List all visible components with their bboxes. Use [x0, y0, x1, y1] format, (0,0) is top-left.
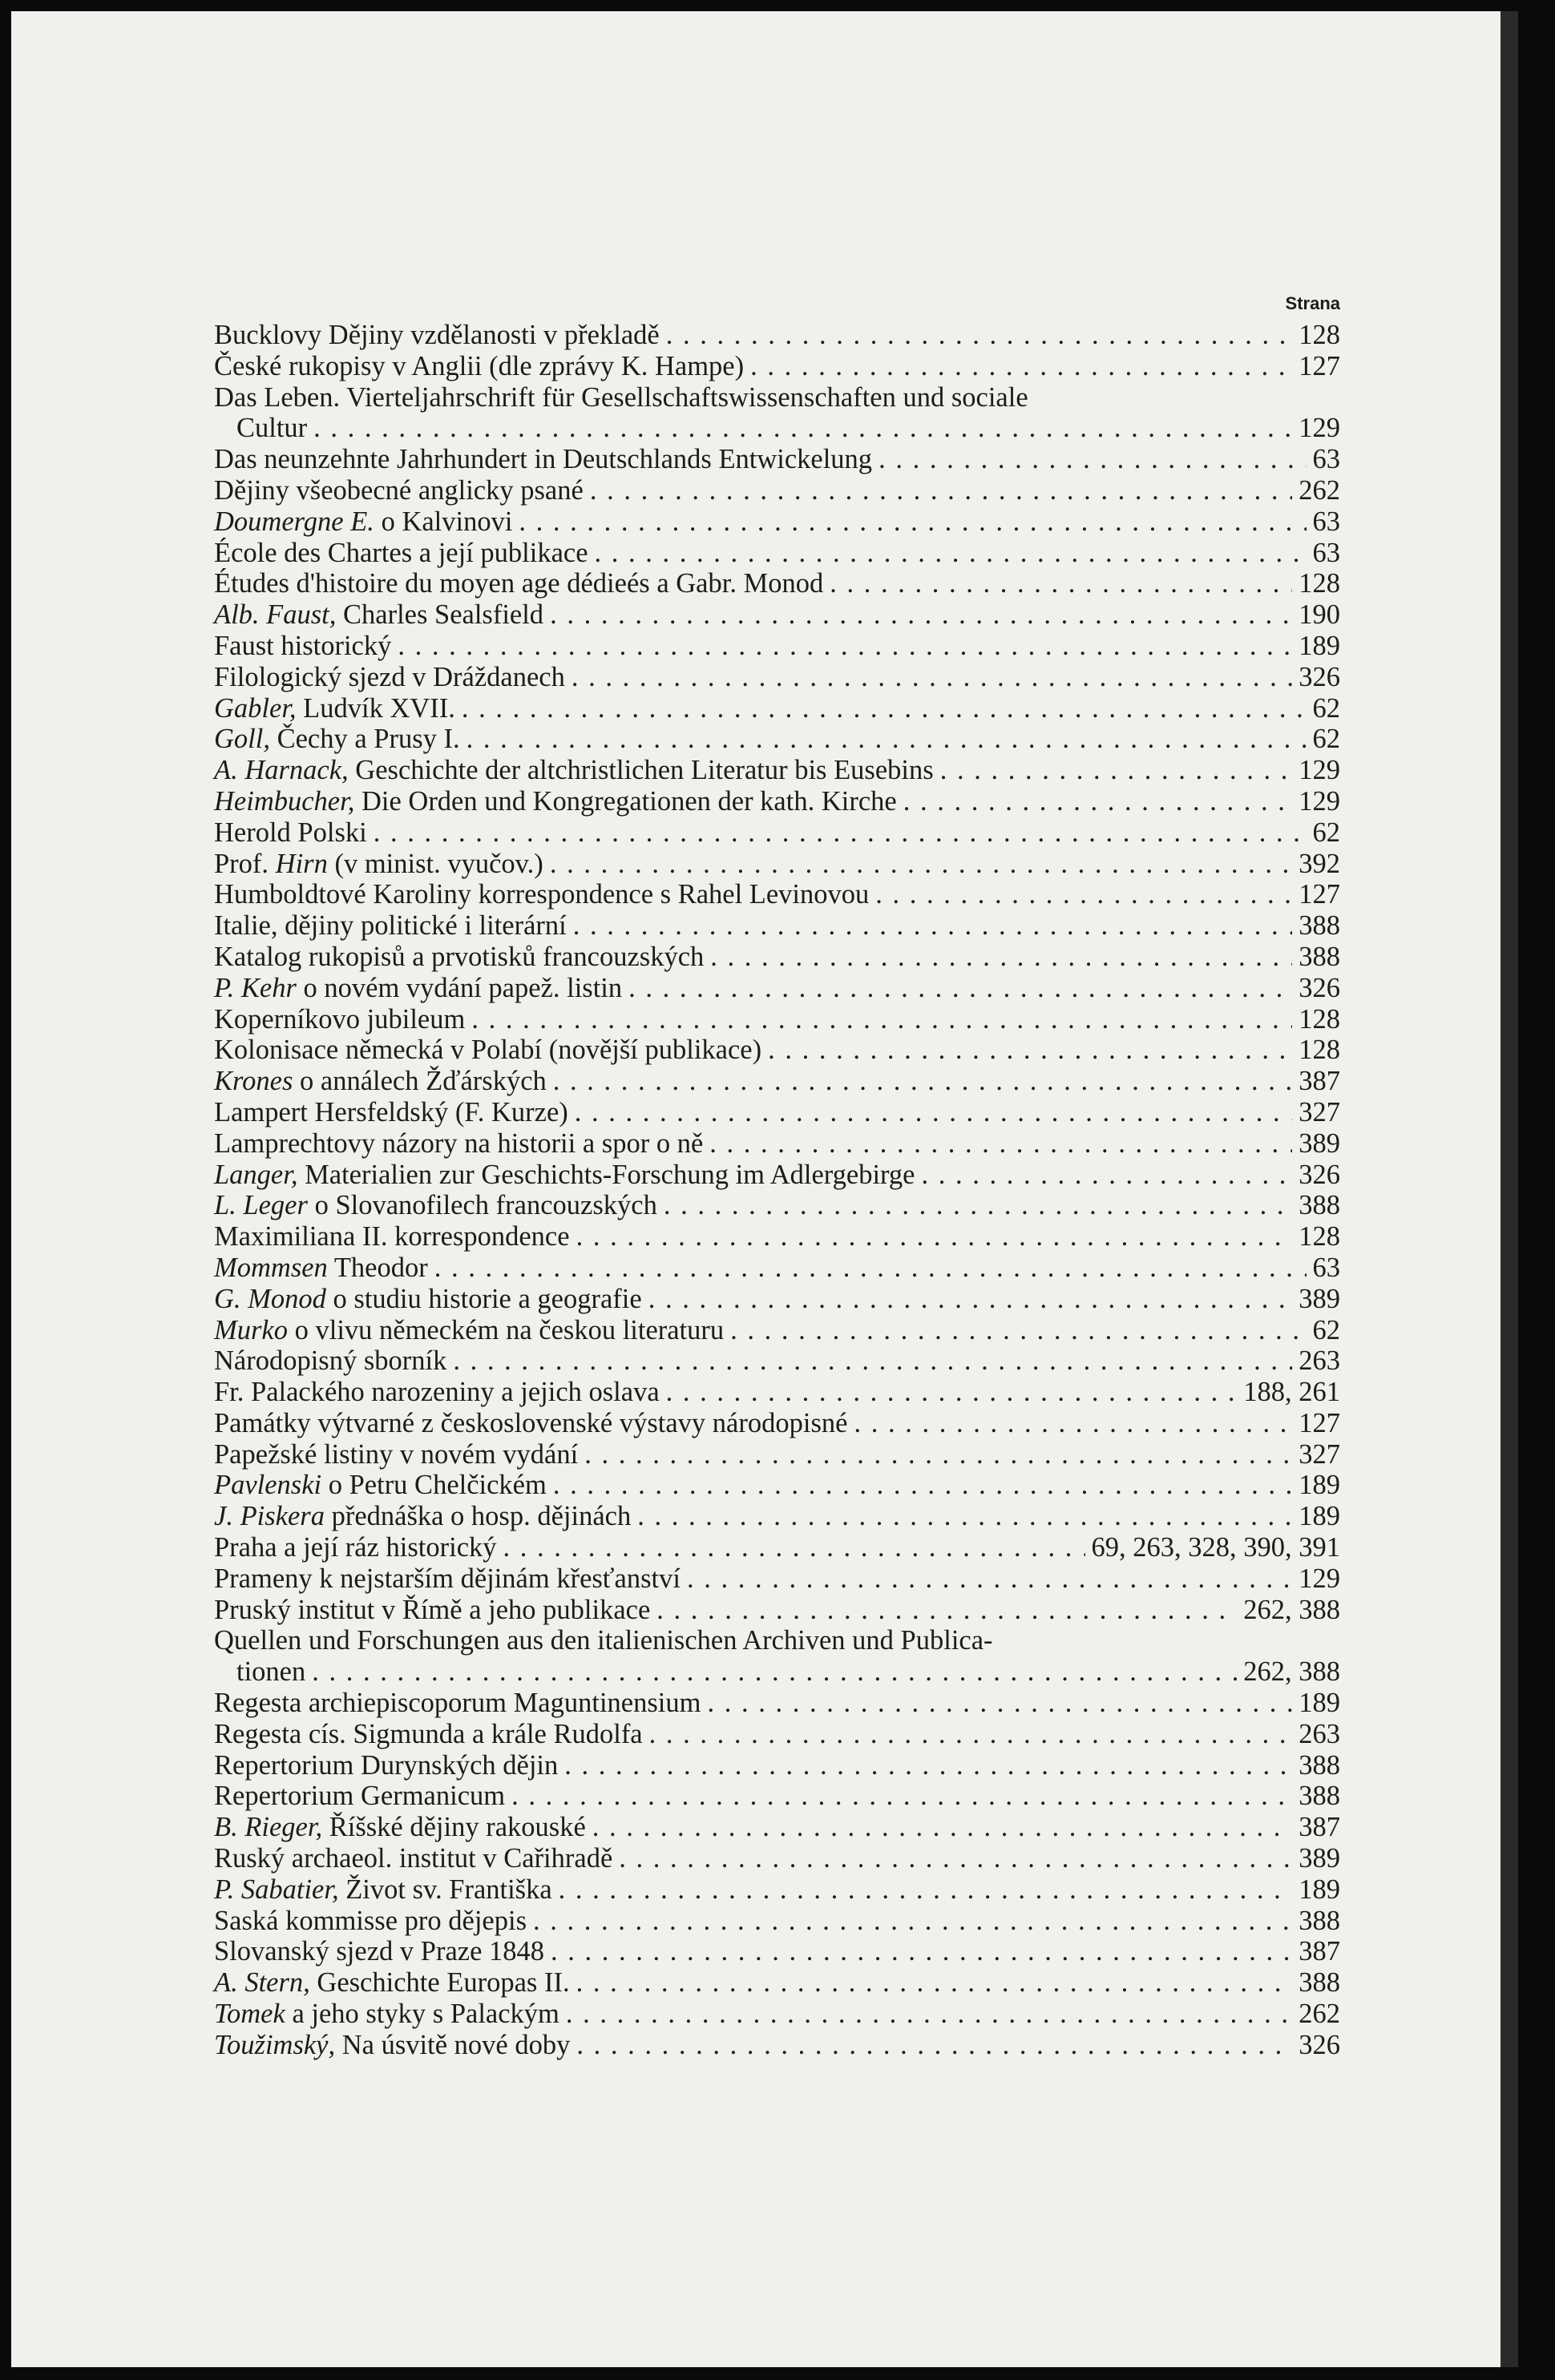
index-entry	[214, 1563, 1340, 1595]
dot-leader	[551, 1936, 1292, 1967]
entry-page: 62	[1312, 817, 1340, 848]
entry-title: Humboldtové Karoliny korrespondence s Rahel Levinovou	[214, 879, 870, 910]
index-entry	[214, 973, 1340, 1004]
entry-page: 326	[1299, 661, 1340, 692]
document-page	[11, 11, 1518, 2367]
dot-leader	[559, 1874, 1293, 1906]
index-entry	[214, 1906, 1340, 1937]
entry-title: Herold Polski	[214, 817, 367, 848]
entry-page: 262, 388	[1243, 1656, 1340, 1688]
entry-prefix: Prof.	[214, 848, 276, 879]
entry-author: B. Rieger,	[214, 1812, 323, 1843]
index-entry	[214, 1097, 1340, 1128]
dot-leader	[648, 1284, 1293, 1315]
index-entry	[214, 1999, 1340, 2030]
entry-page: 188, 261	[1243, 1377, 1340, 1408]
entry-page: 129	[1299, 755, 1340, 786]
index-entry	[214, 1688, 1340, 1719]
dot-leader	[590, 475, 1292, 506]
entry-page: 327	[1299, 1096, 1340, 1127]
entry-page: 128	[1299, 1035, 1340, 1066]
index-entry	[214, 475, 1340, 506]
dot-leader	[687, 1563, 1292, 1595]
entry-page: 127	[1299, 879, 1340, 910]
entry-page: 189	[1299, 630, 1340, 661]
index-entry	[214, 910, 1340, 942]
index-entry	[214, 755, 1340, 786]
entry-title: Das neunzehnte Jahrhundert in Deutschlands Entwickelung	[214, 444, 873, 475]
entry-page: 262, 388	[1243, 1594, 1340, 1625]
entry-text: Das Leben. Vierteljahrschrift für Gesellschaftswissenschaften und sociale	[214, 381, 1028, 413]
index-entry	[214, 1253, 1340, 1284]
index-entry	[214, 320, 1340, 351]
dot-leader	[576, 1221, 1293, 1253]
entry-title: o novém vydání papež. listin	[296, 972, 623, 1003]
entry-title: Prameny k nejstarším dějinám křesťanství	[214, 1563, 681, 1594]
entry-title: Slovanský sjezd v Praze 1848	[214, 1936, 545, 1967]
entry-page: 62	[1312, 1314, 1340, 1345]
index-entry	[214, 1439, 1340, 1470]
index-entry	[214, 1190, 1340, 1221]
entry-page: 63	[1312, 1252, 1340, 1283]
entry-author: A. Stern,	[214, 1967, 310, 1999]
entry-page: 388	[1299, 941, 1340, 972]
dot-leader	[768, 1035, 1292, 1066]
index-entry	[214, 599, 1340, 631]
index-entry	[214, 631, 1340, 662]
entry-title: o vlivu německém na českou literaturu	[287, 1314, 725, 1345]
index-entry	[214, 568, 1340, 599]
entry-title: Repertorium Durynských dějin	[214, 1749, 559, 1781]
entry-author: Hirn	[275, 848, 328, 879]
index-entry	[214, 1221, 1340, 1253]
entry-author: Murko	[214, 1314, 288, 1345]
entry-page: 262	[1299, 1999, 1340, 2030]
entry-author: Pavlenski	[214, 1470, 322, 1501]
dot-leader	[903, 786, 1293, 817]
entry-page: 189	[1299, 1688, 1340, 1719]
dot-leader	[471, 1004, 1292, 1035]
entry-title: přednáška o hosp. dějinách	[324, 1501, 632, 1532]
entry-page: 128	[1299, 568, 1340, 599]
entry-title: Národopisný sborník	[214, 1345, 447, 1377]
entry-title: Na úsvitě nové doby	[335, 2029, 571, 2060]
entry-author: Doumergne E.	[214, 506, 374, 537]
dot-leader	[550, 849, 1292, 880]
dot-leader	[730, 1315, 1306, 1346]
dot-leader	[553, 1470, 1292, 1501]
entry-author: G. Monod	[214, 1283, 326, 1314]
index-entry	[214, 662, 1340, 693]
entry-page: 389	[1299, 1843, 1340, 1874]
entry-page: 263	[1299, 1345, 1340, 1377]
entry-author: Krones	[214, 1066, 293, 1097]
entry-page: 127	[1299, 350, 1340, 381]
dot-leader	[519, 506, 1306, 538]
entry-title: Koperníkovo jubileum	[214, 1003, 466, 1035]
index-entry	[214, 1501, 1340, 1532]
entry-author: L. Leger	[214, 1190, 308, 1221]
dot-leader	[572, 662, 1292, 693]
entry-title: tionen	[236, 1656, 306, 1688]
entry-author: A. Harnack,	[214, 755, 349, 786]
dot-leader	[619, 1843, 1292, 1874]
dot-leader	[576, 2030, 1292, 2061]
index-entry	[214, 724, 1340, 755]
entry-page: 326	[1299, 972, 1340, 1003]
entry-title: o studiu historie a geografie	[325, 1283, 642, 1314]
dot-leader	[553, 1066, 1292, 1097]
index-entry	[214, 506, 1340, 538]
index-entry	[214, 693, 1340, 724]
index-entry	[214, 413, 1340, 444]
entry-page: 190	[1299, 599, 1340, 631]
entry-page: 327	[1299, 1438, 1340, 1470]
dot-leader	[434, 1253, 1307, 1284]
dot-leader	[710, 942, 1292, 973]
entry-page: 63	[1312, 537, 1340, 568]
entry-title: Regesta archiepiscoporum Maguntinensium	[214, 1688, 701, 1719]
entry-title: Geschichte Europas II.	[309, 1967, 570, 1999]
entry-author: P. Kehr	[214, 972, 297, 1003]
entry-title: Život sv. Františka	[338, 1874, 552, 1905]
dot-leader	[453, 1345, 1292, 1377]
dot-leader	[921, 1160, 1292, 1191]
dot-leader	[656, 1595, 1237, 1626]
entry-title: Památky výtvarné z československé výstavy národopisné	[214, 1407, 848, 1438]
entry-title: Dějiny všeobecné anglicky psané	[214, 474, 584, 506]
entry-page: 387	[1299, 1812, 1340, 1843]
entry-page: 388	[1299, 1967, 1340, 1999]
index-entry	[214, 1936, 1340, 1967]
entry-page: 388	[1299, 1905, 1340, 1936]
dot-leader	[595, 538, 1307, 569]
dot-leader	[666, 320, 1293, 351]
entry-page: 63	[1312, 506, 1340, 537]
index-entry	[214, 1781, 1340, 1812]
index-entry	[214, 1128, 1340, 1160]
entry-title: École des Chartes a její publikace	[214, 537, 588, 568]
dot-leader	[462, 693, 1307, 724]
dot-leader	[664, 1190, 1292, 1221]
dot-leader	[466, 724, 1307, 755]
dot-leader	[830, 568, 1292, 599]
index-entry	[214, 1625, 1340, 1656]
dot-leader	[374, 817, 1307, 849]
index-entry	[214, 849, 1340, 880]
entry-title: Kolonisace německá v Polabí (novější publikace)	[214, 1035, 762, 1066]
entry-title: Repertorium Germanicum	[214, 1781, 506, 1812]
dot-leader	[584, 1439, 1292, 1470]
entry-page: 389	[1299, 1283, 1340, 1314]
entry-title: Theodor	[327, 1252, 428, 1283]
entry-page: 129	[1299, 413, 1340, 444]
entry-page: 388	[1299, 1749, 1340, 1781]
index-entry	[214, 1377, 1340, 1408]
entry-title: Maximiliana II. korrespondence	[214, 1221, 570, 1253]
entry-page: 62	[1312, 692, 1340, 724]
entry-title: Die Orden und Kongregationen der kath. Kirche	[354, 785, 897, 817]
entry-page: 129	[1299, 785, 1340, 817]
index-entry	[214, 2030, 1340, 2061]
dot-leader	[398, 631, 1292, 662]
entry-page: 128	[1299, 1221, 1340, 1253]
entry-page: 189	[1299, 1874, 1340, 1905]
entry-page: 388	[1299, 1781, 1340, 1812]
entry-title: Geschichte der altchristlichen Literatur bis Eusebins	[348, 755, 934, 786]
entry-author: Gabler,	[214, 692, 297, 724]
entry-page: 389	[1299, 1127, 1340, 1159]
index-entry	[214, 444, 1340, 475]
index-entry	[214, 1656, 1340, 1688]
index-entry	[214, 1004, 1340, 1035]
dot-leader	[649, 1719, 1293, 1750]
entry-title: o Kalvinovi	[374, 506, 513, 537]
entry-author: Heimbucher,	[214, 785, 355, 817]
dot-leader	[550, 599, 1292, 631]
entry-page: 262	[1299, 474, 1340, 506]
index-entry	[214, 1750, 1340, 1781]
entry-author: Goll,	[214, 724, 270, 755]
index-entry	[214, 1284, 1340, 1315]
entry-page: 62	[1312, 724, 1340, 755]
entry-author: Tomek	[214, 1999, 285, 2030]
dot-leader	[592, 1812, 1292, 1843]
index-entry	[214, 1470, 1340, 1501]
index-entry	[214, 942, 1340, 973]
dot-leader	[575, 1097, 1293, 1128]
entry-page: 127	[1299, 1407, 1340, 1438]
entry-page: 387	[1299, 1936, 1340, 1967]
entry-title: Čechy a Prusy I.	[269, 724, 460, 755]
entry-title: Cultur	[236, 413, 308, 444]
entry-title: Materialien zur Geschichts-Forschung im Adlergebirge	[297, 1159, 915, 1190]
entry-page: 129	[1299, 1563, 1340, 1594]
dot-leader	[533, 1906, 1292, 1937]
dot-leader	[566, 1999, 1292, 2030]
index-list	[214, 288, 1340, 2061]
entry-author: Langer,	[214, 1159, 298, 1190]
index-entry	[214, 786, 1340, 817]
entry-title: Praha a její ráz historický	[214, 1532, 497, 1563]
entry-page: 128	[1299, 1003, 1340, 1035]
index-entry	[214, 1967, 1340, 1999]
dot-leader	[628, 973, 1292, 1004]
entry-title: o Slovanofilech francouzských	[307, 1190, 657, 1221]
dot-leader	[878, 444, 1306, 475]
entry-author: P. Sabatier,	[214, 1874, 339, 1905]
dot-leader	[940, 755, 1293, 786]
entry-author: Mommsen	[214, 1252, 328, 1283]
entry-title: Fr. Palackého narozeniny a jejich oslava	[214, 1377, 660, 1408]
index-entry	[214, 1345, 1340, 1377]
entry-title: Saská kommisse pro dějepis	[214, 1905, 527, 1936]
entry-author: Alb. Faust,	[214, 599, 337, 631]
entry-page: 189	[1299, 1470, 1340, 1501]
index-entry	[214, 1160, 1340, 1191]
entry-page: 263	[1299, 1718, 1340, 1749]
entry-title: Pruský institut v Římě a jeho publikace	[214, 1594, 651, 1625]
index-entry	[214, 382, 1340, 413]
index-entry	[214, 1066, 1340, 1097]
entry-title: Filologický sjezd v Dráždanech	[214, 661, 565, 692]
entry-title: České rukopisy v Anglii (dle zprávy K. Hampe)	[214, 350, 745, 381]
entry-text: Quellen und Forschungen aus den italienischen Archiven und Publica-	[214, 1625, 993, 1656]
entry-page: 128	[1299, 320, 1340, 350]
index-entry	[214, 1812, 1340, 1843]
entry-page: 392	[1299, 848, 1340, 879]
index-entry	[214, 1719, 1340, 1750]
entry-title: Études d'histoire du moyen age dédieés a Gabr. Monod	[214, 568, 824, 599]
index-entry	[214, 1315, 1340, 1346]
entry-page: 388	[1299, 1190, 1340, 1221]
entry-page: 69, 263, 328, 390, 391	[1091, 1532, 1340, 1563]
entry-page: 387	[1299, 1066, 1340, 1097]
entry-title: o Petru Chelčickém	[321, 1470, 547, 1501]
index-entry	[214, 1408, 1340, 1439]
entry-title: Italie, dějiny politické i literární	[214, 910, 567, 942]
entry-page: 326	[1299, 1159, 1340, 1190]
entry-title: Regesta cís. Sigmunda a krále Rudolfa	[214, 1718, 643, 1749]
dot-leader	[875, 879, 1292, 910]
dot-leader	[709, 1128, 1292, 1160]
entry-title: a jeho styky s Palackým	[285, 1999, 559, 2030]
dot-leader	[707, 1688, 1292, 1719]
entry-title: Katalog rukopisů a prvotisků francouzských	[214, 941, 705, 972]
entry-title: (v minist. vyučov.)	[327, 848, 543, 879]
entry-title: Charles Sealsfield	[336, 599, 544, 631]
entry-author: Toužimský,	[214, 2029, 336, 2060]
dot-leader	[576, 1967, 1293, 1999]
entry-page: 189	[1299, 1501, 1340, 1532]
dot-leader	[573, 910, 1293, 942]
dot-leader	[666, 1377, 1238, 1408]
entry-title: Bucklovy Dějiny vzdělanosti v překladě	[214, 320, 660, 350]
entry-title: Říšské dějiny rakouské	[322, 1812, 586, 1843]
entry-page: 326	[1299, 2029, 1340, 2060]
index-entry	[214, 817, 1340, 849]
entry-page: 63	[1312, 444, 1340, 475]
dot-leader	[750, 351, 1292, 382]
entries-container	[214, 320, 1340, 2061]
strana-header: Strana	[1285, 293, 1340, 313]
entry-title: Lampert Hersfeldský (F. Kurze)	[214, 1096, 568, 1127]
entry-title: Lamprechtovy názory na historii a spor o ně	[214, 1127, 704, 1159]
entry-title: Papežské listiny v novém vydání	[214, 1438, 579, 1470]
entry-page: 388	[1299, 910, 1340, 942]
index-entry	[214, 1532, 1340, 1563]
entry-title: Ruský archaeol. institut v Cařihradě	[214, 1843, 613, 1874]
index-entry	[214, 1843, 1340, 1874]
index-entry	[214, 879, 1340, 910]
index-entry	[214, 1874, 1340, 1906]
entry-author: J. Piskera	[214, 1501, 325, 1532]
entry-title: Ludvík XVII.	[296, 692, 455, 724]
entry-title: Faust historický	[214, 630, 392, 661]
dot-leader	[312, 1656, 1237, 1688]
dot-leader	[564, 1750, 1292, 1781]
index-entry	[214, 1035, 1340, 1066]
dot-leader	[313, 413, 1292, 444]
index-entry	[214, 538, 1340, 569]
dot-leader	[511, 1781, 1292, 1812]
index-entry	[214, 1595, 1340, 1626]
dot-leader	[503, 1532, 1085, 1563]
index-entry	[214, 351, 1340, 382]
dot-leader	[854, 1408, 1292, 1439]
dot-leader	[637, 1501, 1292, 1532]
entry-title: o annálech Žďárských	[293, 1066, 547, 1097]
